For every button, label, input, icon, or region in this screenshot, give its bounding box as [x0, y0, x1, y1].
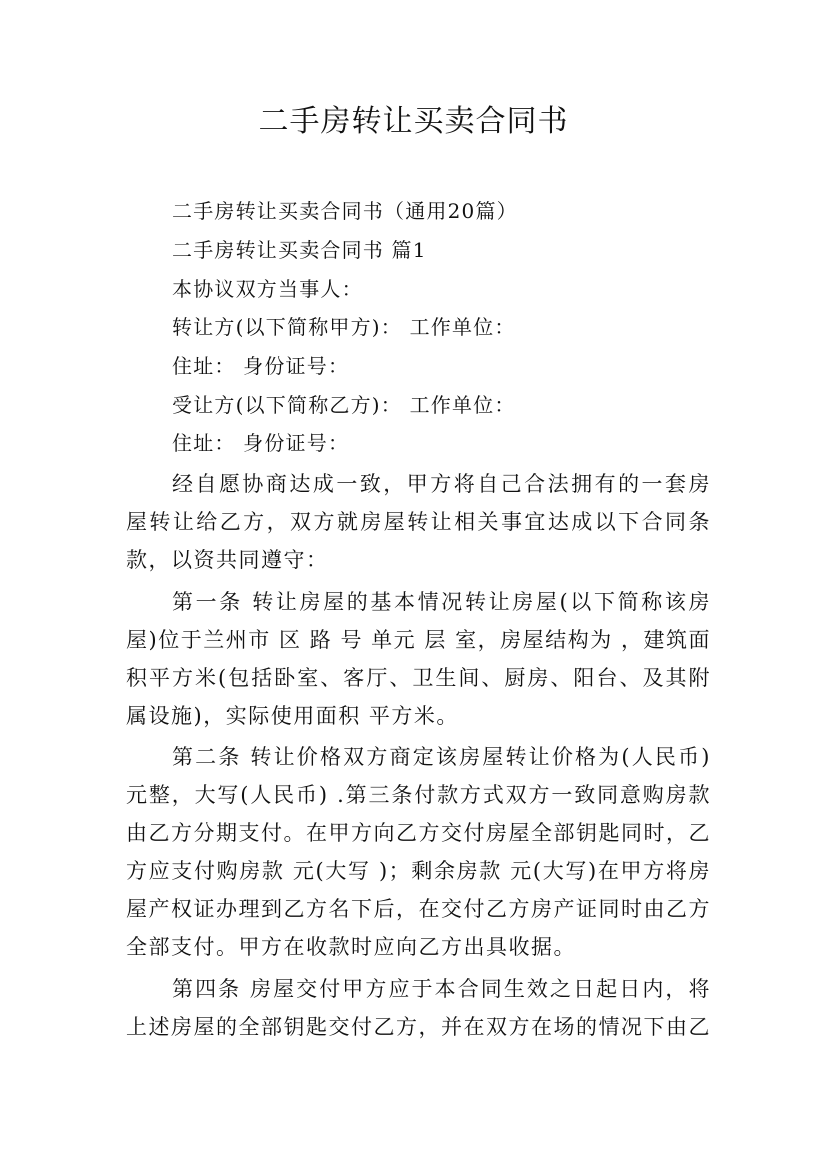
- article-4-paragraph: 第四条 房屋交付甲方应于本合同生效之日起日内，将上述房屋的全部钥匙交付乙方，并在双方在场的情况下由乙: [126, 977, 711, 1039]
- transferor-line: 转让方(以下简称甲方)： 工作单位：: [172, 315, 516, 339]
- document-subtitle: 二手房转让买卖合同书（通用20篇）: [172, 199, 518, 223]
- preamble-paragraph: 经自愿协商达成一致，甲方将自己合法拥有的一套房屋转让给乙方，双方就房屋转让相关事宜达成以下合同条款，以资共同遵守：: [126, 472, 711, 572]
- transferee-address-line: 住址： 身份证号：: [172, 431, 350, 455]
- parties-intro: 本协议双方当事人：: [172, 277, 363, 301]
- article-1-paragraph: 第一条 转让房屋的基本情况转让房屋(以下简称该房屋)位于兰州市 区 路 号 单元 层 室，房屋结构为 ，建筑面积平方米(包括卧室、客厅、卫生间、厨房、阳台、及其附属设施)，实际使用面积 平方米。: [126, 590, 711, 728]
- article-2-3-paragraph: 第二条 转让价格双方商定该房屋转让价格为(人民币)元整，大写(人民币) .第三条付款方式双方一致同意购房款由乙方分期支付。在甲方向乙方交付房屋全部钥匙同时，乙方应支付购房款 元(大写 )；剩余房款 元(大写)在甲方将房屋产权证办理到乙方名下后，在交付乙方房产证同时由乙方全部支付。甲方在收款时应向乙方出具收据。: [126, 745, 711, 959]
- transferor-address-line: 住址： 身份证号：: [172, 354, 350, 378]
- transferee-line: 受让方(以下简称乙方)： 工作单位：: [172, 393, 516, 417]
- section-heading: 二手房转让买卖合同书 篇1: [172, 238, 427, 262]
- document-title: 二手房转让买卖合同书: [258, 104, 569, 139]
